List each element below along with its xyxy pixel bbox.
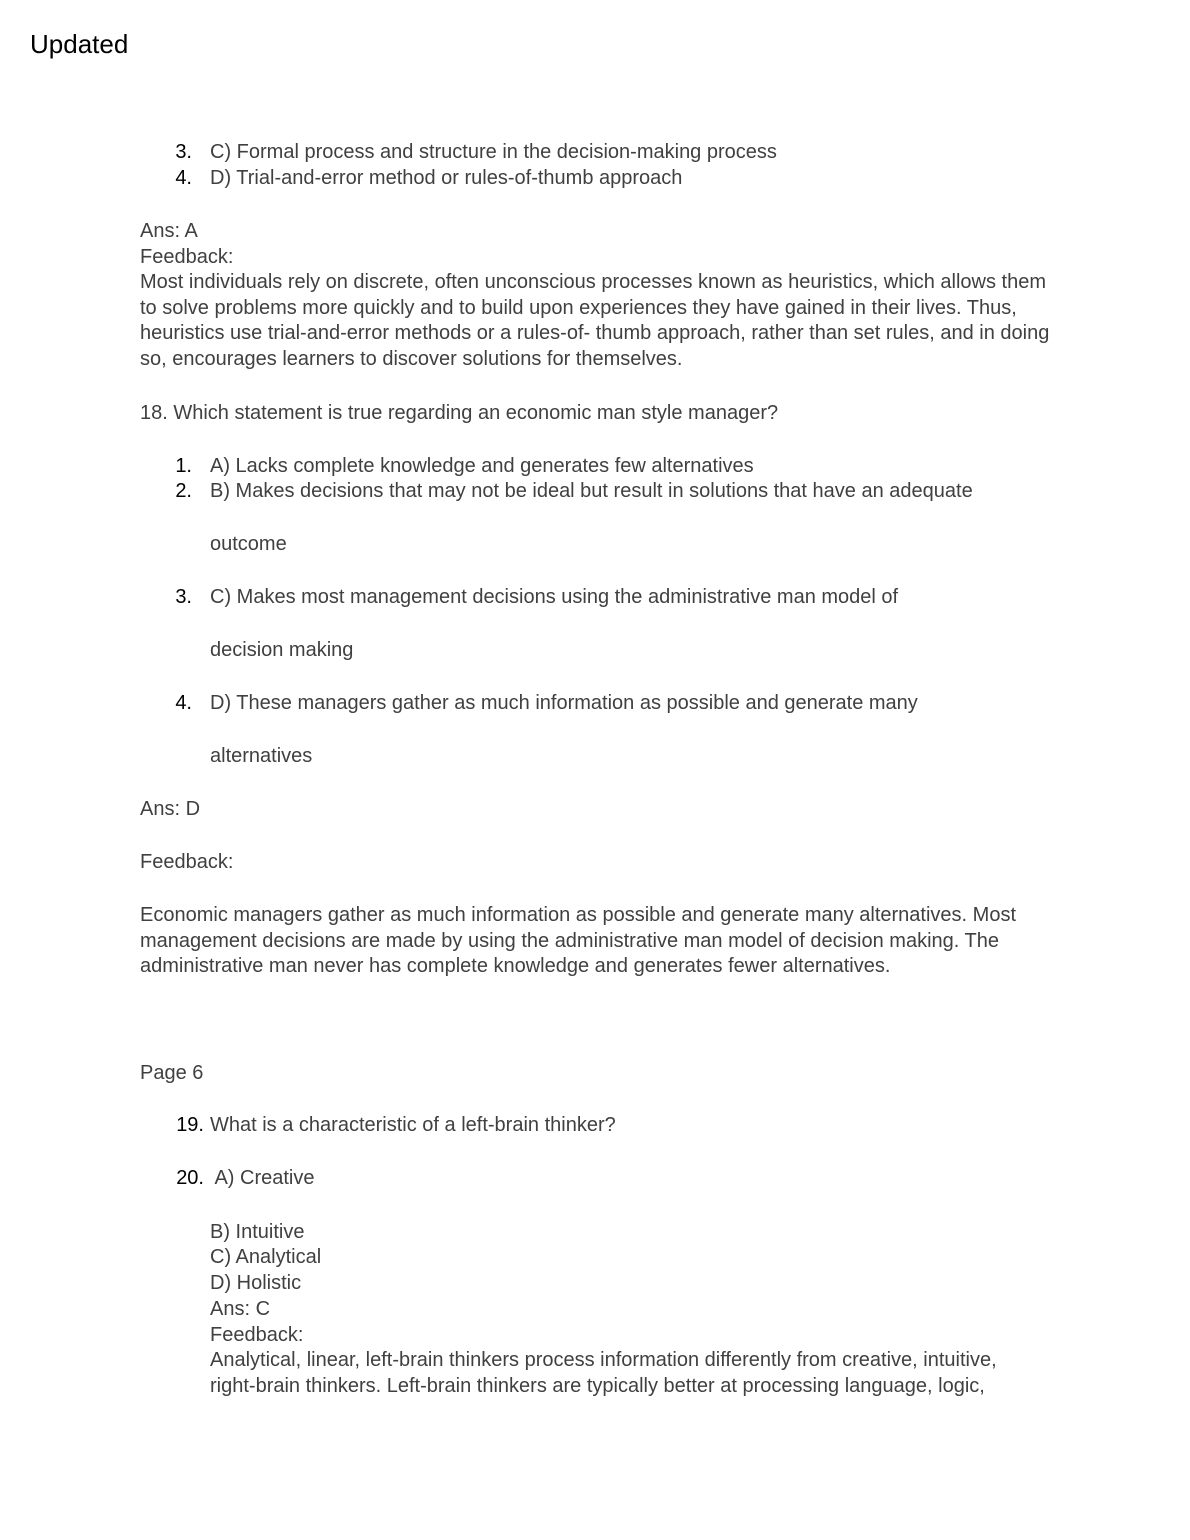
list-number: 19.	[176, 1114, 204, 1136]
option-text: C) Formal process and structure in the decision-making process	[210, 141, 777, 163]
q18-feedback-label: Feedback:	[140, 851, 234, 873]
q19-answer: Ans: C	[210, 1298, 271, 1320]
q18-answer: Ans: D	[140, 798, 201, 820]
list-number: 3.	[175, 586, 192, 608]
option-text-continued: outcome	[210, 533, 287, 555]
header-title: Updated	[30, 29, 129, 59]
option-text: A) Lacks complete knowledge and generates few alternatives	[210, 455, 754, 477]
list-number: 20.	[176, 1167, 204, 1189]
page-label: Page 6	[140, 1062, 204, 1084]
q18-feedback-text: Economic managers gather as much information as possible and generate many alternatives. Most management decisions are made by using the administrative man model of decision making. The administrative man never has complete knowledge and generates fewer alternatives.	[140, 904, 1017, 977]
list-number: 4.	[175, 167, 192, 189]
q19-feedback-text: Analytical, linear, left-brain thinkers process information differently from creative, intuitive, right-brain thinkers. Left-brain thinkers are typically better at processing language, logic,	[210, 1349, 997, 1397]
option-text-continued: alternatives	[210, 745, 313, 767]
list-number: 2.	[175, 480, 192, 502]
q17-feedback-label: Feedback:	[140, 246, 234, 268]
question-text: What is a characteristic of a left-brain thinker?	[210, 1114, 616, 1136]
list-number: 3.	[175, 141, 192, 163]
list-number: 1.	[175, 455, 192, 477]
q17-feedback-text: Most individuals rely on discrete, often unconscious processes known as heuristics, which allows them to solve problems more quickly and to build upon experiences they have gained in their lives. Thus, heuristics use trial-and-error methods or a rules-of- thumb approach, rather than set rules, and in doing so, encourages learners to discover solutions for themselves.	[140, 271, 1050, 370]
option-text: B) Makes decisions that may not be ideal but result in solutions that have an adequate	[210, 480, 973, 502]
q18-question: 18. Which statement is true regarding an economic man style manager?	[140, 402, 779, 424]
option-text: C) Makes most management decisions using the administrative man model of	[210, 586, 899, 608]
list-number: 4.	[175, 692, 192, 714]
q19-feedback-label: Feedback:	[210, 1324, 304, 1346]
q19-option-d: D) Holistic	[210, 1272, 302, 1294]
q19-option-c: C) Analytical	[210, 1246, 322, 1268]
option-text: D) Trial-and-error method or rules-of-thumb approach	[210, 167, 683, 189]
option-text: D) These managers gather as much information as possible and generate many	[210, 692, 918, 714]
option-text-continued: decision making	[210, 639, 354, 661]
q19-option-b: B) Intuitive	[210, 1221, 305, 1243]
q17-answer: Ans: A	[140, 220, 198, 242]
option-text: A) Creative	[210, 1167, 315, 1189]
